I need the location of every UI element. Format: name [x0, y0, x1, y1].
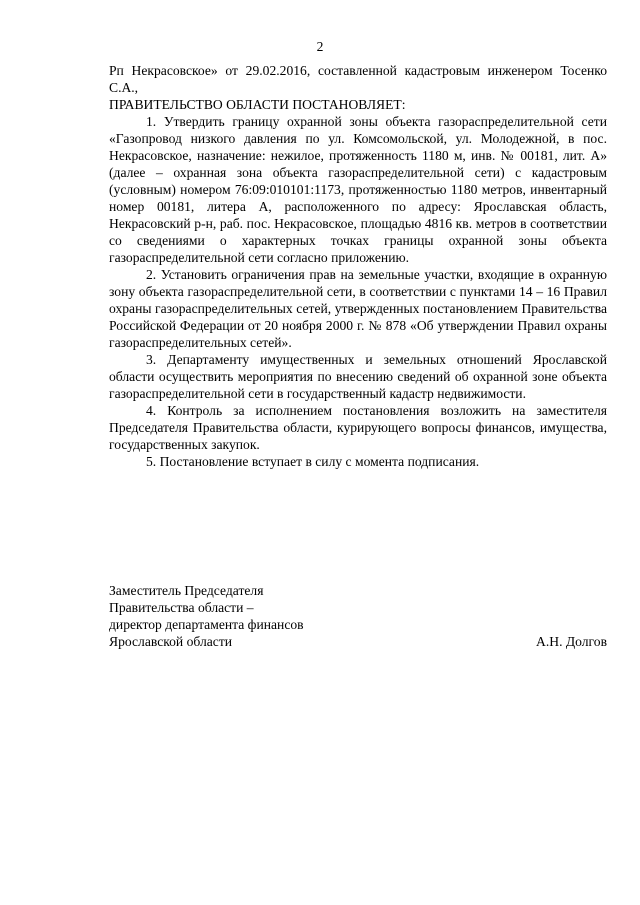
paragraph-item-3: 3. Департаменту имущественных и земельных отношений Ярославской области осуществить мероприятия по внесению сведений об охранной зоне объекта газораспределительной сети в государственный кадастр недвижимости.	[109, 352, 607, 401]
document-body	[109, 62, 607, 470]
signature-position-line-2: Правительства области –	[109, 600, 254, 615]
paragraph-intro: Рп Некрасовское» от 29.02.2016, составленной кадастровым инженером Тосенко С.А.,	[109, 63, 607, 95]
signature-position-line-1: Заместитель Председателя	[109, 583, 264, 598]
signature-position-line-4: Ярославской области	[109, 634, 233, 649]
paragraph-resolves: ПРАВИТЕЛЬСТВО ОБЛАСТИ ПОСТАНОВЛЯЕТ:	[109, 97, 406, 112]
paragraph-item-5: 5. Постановление вступает в силу с момента подписания.	[146, 454, 480, 469]
paragraph-item-1: 1. Утвердить границу охранной зоны объекта газораспределительной сети «Газопровод низкого давления по ул. Комсомольской, ул. Молодежной, в пос. Некрасовское, назначение: нежилое, протяженность 1180 м, инв. № 00181, лит. А» (далее – охранная зона объекта газораспределительной сети) с кадастровым (условным) номером 76:09:010101:1173, протяженностью 1180 метров, инвентарный номер 00181, литера А, расположенного по адресу: Ярославская область, Некрасовский р-н, раб. пос. Некрасовское, площадью 4816 кв. метров в соответствии со сведениями о характерных точках границы охранной зоны объекта газораспределительной сети согласно приложению.	[109, 114, 607, 265]
paragraph-item-2: 2. Установить ограничения прав на земельные участки, входящие в охранную зону объекта газораспределительной сети, в соответствии с пунктами 14 – 16 Правил охраны газораспределительных сетей, утвержденных постановлением Правительства Российской Федерации от 20 ноября 2000 г. № 878 «Об утверждении Правил охраны газораспределительных сетей».	[109, 267, 607, 350]
signature-position-line-3: директор департамента финансов	[109, 617, 304, 632]
signature-last-line	[109, 633, 607, 650]
page-number: 2	[316, 39, 324, 54]
paragraph-item-4: 4. Контроль за исполнением постановления возложить на заместителя Председателя Правительства области, курирующего вопросы финансов, имущества, государственных закупок.	[109, 403, 607, 452]
signature-block	[109, 582, 607, 650]
signatory-name: А.Н. Долгов	[536, 634, 607, 649]
